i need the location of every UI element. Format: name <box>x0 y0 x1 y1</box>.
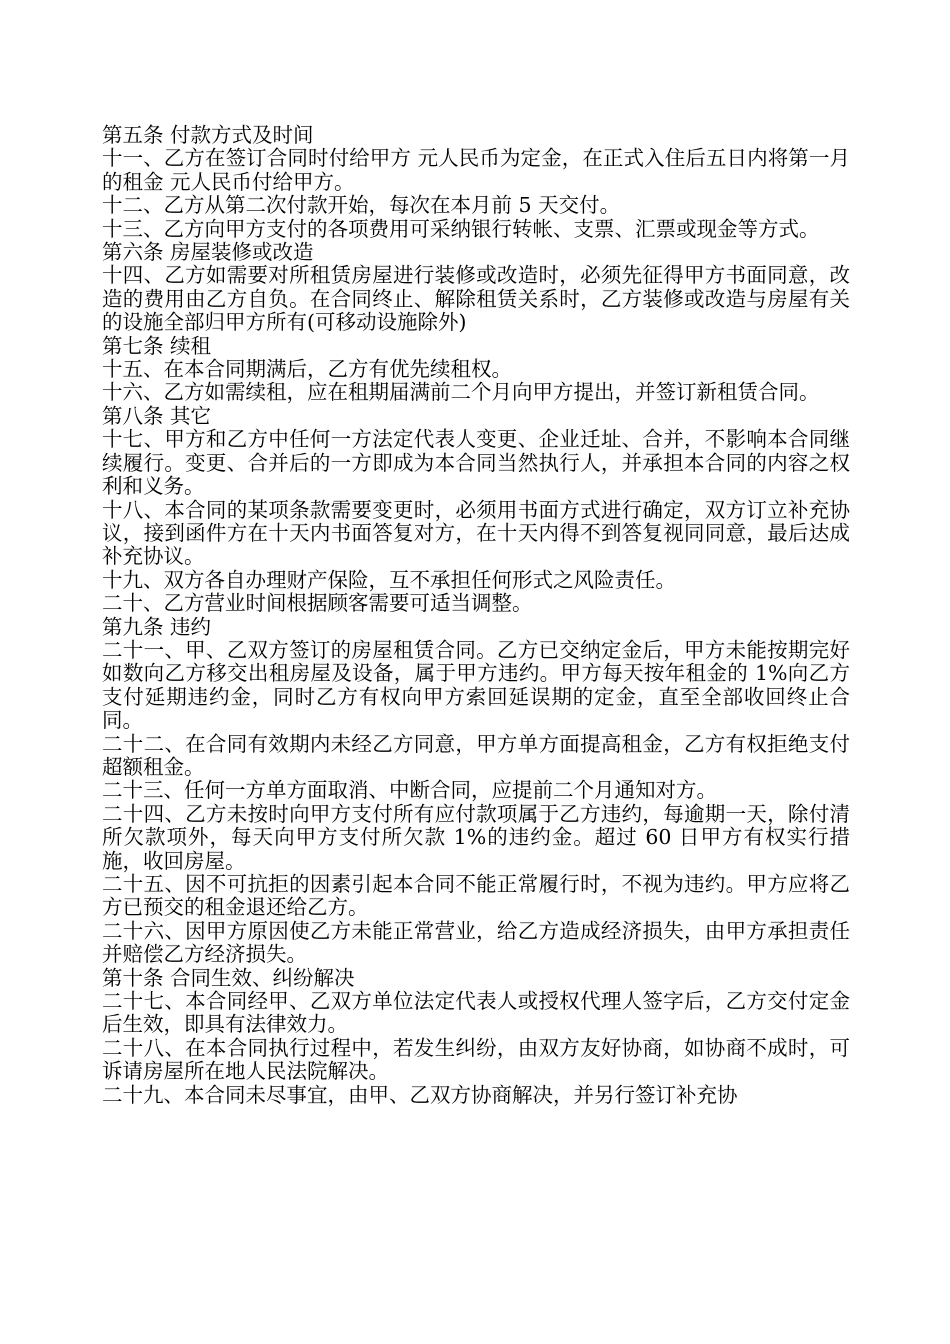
clause-21: 二十一、甲、乙双方签订的房屋租赁合同。乙方已交纳定金后，甲方未能按期完好如数向乙方移交出租房屋及设备，属于甲方违约。甲方每天按年租金的 1%向乙方支付延期违约金，同时乙方有权向甲方索回延误期的定金，直至全部收回终止合同。 <box>102 637 850 733</box>
clause-26: 二十六、因甲方原因使乙方未能正常营业，给乙方造成经济损失，由甲方承担责任并赔偿乙方经济损失。 <box>102 918 850 967</box>
clause-17: 十七、甲方和乙方中任何一方法定代表人变更、企业迁址、合并，不影响本合同继续履行。变更、合并后的一方即成为本合同当然执行人，并承担本合同的内容之权利和义务。 <box>102 427 850 499</box>
clause-24: 二十四、乙方未按时向甲方支付所有应付款项属于乙方违约，每逾期一天，除付清所欠款项外，每天向甲方支付所欠款 1%的违约金。超过 60 日甲方有权实行措施，收回房屋。 <box>102 801 850 873</box>
clause-16: 十六、乙方如需续租，应在租期届满前二个月向甲方提出，并签订新租赁合同。 <box>102 380 820 405</box>
clause-12: 十二、乙方从第二次付款开始，每次在本月前 5 天交付。 <box>102 193 621 218</box>
section-heading-6: 第六条 房屋装修或改造 <box>102 240 314 265</box>
clause-25: 二十五、因不可抗拒的因素引起本合同不能正常履行时，不视为违约。甲方应将乙方已预交的租金退还给乙方。 <box>102 872 850 920</box>
section-heading-10: 第十条 合同生效、纠纷解决 <box>102 965 355 990</box>
section-heading-9: 第九条 违约 <box>102 614 212 639</box>
clause-20: 二十、乙方营业时间根据顾客需要可适当调整。 <box>102 591 533 616</box>
clause-19: 十九、双方各自办理财产保险，互不承担任何形式之风险责任。 <box>102 567 676 592</box>
section-heading-7: 第七条 续租 <box>102 333 212 358</box>
clause-15: 十五、在本合同期满后，乙方有优先续租权。 <box>102 357 512 382</box>
document-body <box>102 124 850 1107</box>
clause-23: 二十三、任何一方单方面取消、中断合同，应提前二个月通知对方。 <box>102 778 717 803</box>
clause-22: 二十二、在合同有效期内未经乙方同意，甲方单方面提高租金，乙方有权拒绝支付超额租金。 <box>102 731 850 779</box>
clause-13: 十三、乙方向甲方支付的各项费用可采纳银行转帐、支票、汇票或现金等方式。 <box>102 216 820 241</box>
clause-14: 十四、乙方如需要对所租赁房屋进行装修或改造时，必须先征得甲方书面同意，改造的费用由乙方自负。在合同终止、解除租赁关系时，乙方装修或改造与房屋有关的设施全部归甲方所有(可移动设施除外) <box>102 263 850 335</box>
section-heading-8: 第八条 其它 <box>102 403 212 428</box>
clause-18: 十八、本合同的某项条款需要变更时，必须用书面方式进行确定，双方订立补充协议，接到函件方在十天内书面答复对方，在十天内得不到答复视同同意，最后达成补充协议。 <box>102 497 850 569</box>
section-heading-5: 第五条 付款方式及时间 <box>102 123 314 147</box>
clause-11: 十一、乙方在签订合同时付给甲方 元人民币为定金，在正式入住后五日内将第一月的租金 元人民币付给甲方。 <box>102 146 850 194</box>
clause-28: 二十八、在本合同执行过程中，若发生纠纷，由双方友好协商，如协商不成时，可诉请房屋所在地人民法院解决。 <box>102 1035 850 1084</box>
clause-29: 二十九、本合同未尽事宜，由甲、乙双方协商解决，并另行签订补充协 <box>102 1082 738 1107</box>
clause-27: 二十七、本合同经甲、乙双方单位法定代表人或授权代理人签字后，乙方交付定金后生效，即具有法律效力。 <box>102 989 850 1037</box>
